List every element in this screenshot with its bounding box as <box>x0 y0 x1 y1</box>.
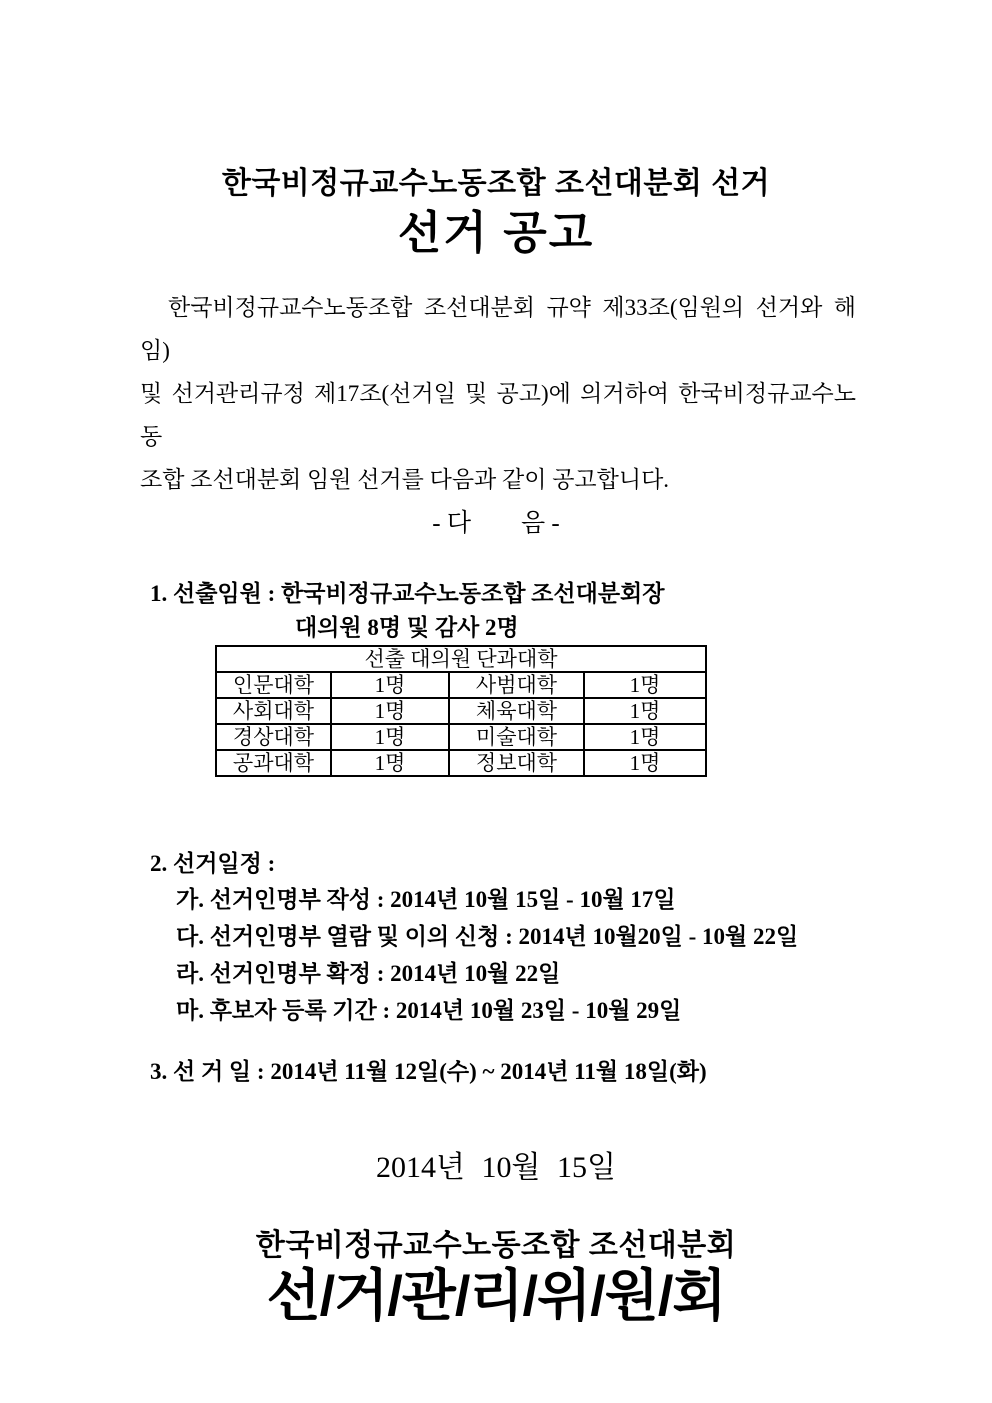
intro-line-3: 조합 조선대분회 임원 선거를 다음과 같이 공고합니다. <box>140 467 670 492</box>
college-name-cell: 체육대학 <box>449 698 584 724</box>
schedule-item-ma: 마. 후보자 등록 기간 : 2014년 10월 23일 - 10월 29일 <box>176 998 682 1023</box>
footer-organization: 한국비정규교수노동조합 조선대분회 <box>255 1229 737 1262</box>
intro-paragraph <box>140 286 856 501</box>
seat-count-cell: 1명 <box>584 750 706 776</box>
college-name-cell: 정보대학 <box>449 750 584 776</box>
schedule-item-da: 다. 선거인명부 열람 및 이의 신청 : 2014년 10월20일 - 10월 22일 <box>176 924 799 949</box>
section-1-elected-officers <box>150 577 842 645</box>
college-name-cell: 경상대학 <box>216 724 331 750</box>
seat-count-cell: 1명 <box>331 672 449 698</box>
announcement-date: 2014년 10월 15일 <box>376 1151 616 1184</box>
elected-delegates-table <box>215 645 707 777</box>
table-row <box>216 724 706 750</box>
college-name-cell: 사회대학 <box>216 698 331 724</box>
table-row <box>216 698 706 724</box>
schedule-item-ra: 라. 선거인명부 확정 : 2014년 10월 22일 <box>176 961 561 986</box>
college-name-cell: 미술대학 <box>449 724 584 750</box>
document-heading: 선거 공고 <box>397 207 595 258</box>
table-header-row <box>216 646 706 672</box>
college-name-cell: 인문대학 <box>216 672 331 698</box>
table-title-cell: 선출 대의원 단과대학 <box>216 646 706 672</box>
section-2-election-schedule <box>150 847 872 1029</box>
table-row <box>216 750 706 776</box>
schedule-item-ga: 가. 선거인명부 작성 : 2014년 10월 15일 - 10월 17일 <box>176 887 676 912</box>
document-title: 한국비정규교수노동조합 조선대분회 선거 <box>221 167 771 200</box>
college-name-cell: 사범대학 <box>449 672 584 698</box>
table-row <box>216 672 706 698</box>
section-1-line-2: 대의원 8명 및 감사 2명 <box>295 615 519 640</box>
seat-count-cell: 1명 <box>331 724 449 750</box>
intro-line-1: 한국비정규교수노동조합 조선대분회 규약 제33조(임원의 선거와 해임) <box>140 295 856 363</box>
seat-count-cell: 1명 <box>584 724 706 750</box>
section-1-line-1: 1. 선출임원 : 한국비정규교수노동조합 조선대분회장 <box>150 581 665 606</box>
seat-count-cell: 1명 <box>331 750 449 776</box>
seat-count-cell: 1명 <box>331 698 449 724</box>
section-3-election-day: 3. 선 거 일 : 2014년 11월 12일(수) ~ 2014년 11월 18일(화) <box>150 1059 707 1084</box>
intro-line-2: 및 선거관리규정 제17조(선거일 및 공고)에 의거하여 한국비정규교수노동 <box>140 381 856 449</box>
seat-count-cell: 1명 <box>584 698 706 724</box>
daeum-divider: - 다 음 - <box>432 510 560 537</box>
seat-count-cell: 1명 <box>584 672 706 698</box>
section-2-heading: 2. 선거일정 : <box>150 851 276 876</box>
footer-committee: 선/거/관/리/위/원/회 <box>266 1264 726 1327</box>
college-name-cell: 공과대학 <box>216 750 331 776</box>
